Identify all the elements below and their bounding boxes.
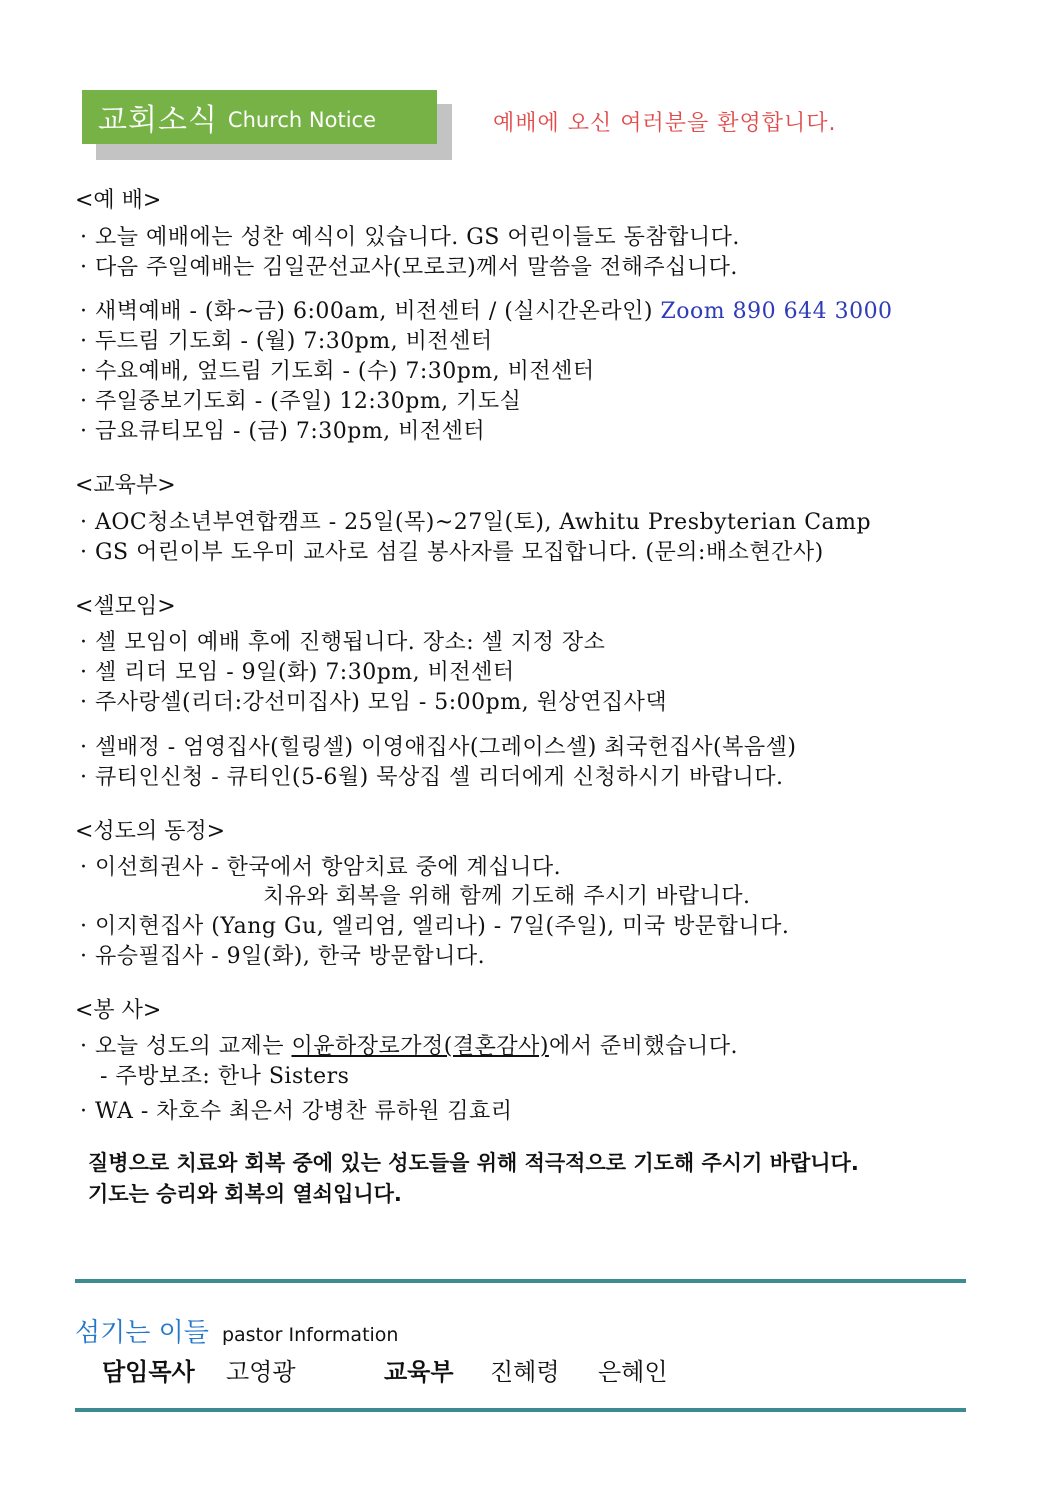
- cell-line-4: · 셀배정 - 엄영집사(힐링셀) 이영애집사(그레이스셀) 최국헌집사(복음셀): [80, 735, 797, 760]
- prayer-note-2: 기도는 승리와 회복의 열쇠입니다.: [88, 1182, 402, 1206]
- education-role: 교육부: [384, 1358, 454, 1386]
- service-line-1: [80, 1029, 738, 1060]
- zoom-id: Zoom 890 644 3000: [660, 299, 893, 324]
- dawn-service-text: · 새벽예배 - (화~금) 6:00am, 비전센터 / (실시간온라인): [80, 299, 661, 324]
- education-heading: <교육부>: [75, 473, 176, 498]
- service-line-2: - 주방보조: 한나 Sisters: [100, 1064, 350, 1089]
- pastor-role: 담임목사: [102, 1358, 195, 1386]
- divider-bottom: [75, 1408, 966, 1412]
- header-box: [82, 90, 437, 144]
- education-line-2: · GS 어린이부 도우미 교사로 섬길 봉사자를 모집합니다. (문의:배소현간사): [80, 540, 824, 565]
- pastor-name: 고영광: [226, 1358, 296, 1386]
- members-line-1-cont: 치유와 회복을 위해 함께 기도해 주시기 바랍니다.: [263, 884, 751, 909]
- members-line-3: · 유승필집사 - 9일(화), 한국 방문합니다.: [80, 944, 486, 969]
- education-name-1: 진혜령: [490, 1358, 560, 1386]
- members-line-2: · 이지현집사 (Yang Gu, 엘리엄, 엘리나) - 7일(주일), 미국 방문합니다.: [80, 914, 790, 939]
- staff-title-ko: 섬기는 이들: [75, 1318, 209, 1348]
- schedule-line-2: · 수요예배, 엎드림 기도회 - (수) 7:30pm, 비전센터: [80, 359, 595, 384]
- members-heading: <성도의 동정>: [75, 819, 226, 844]
- welcome-message: 예배에 오신 여러분을 환영합니다.: [493, 111, 837, 136]
- prayer-note-1: 질병으로 치료와 회복 중에 있는 성도들을 위해 적극적으로 기도해 주시기 바랍니다.: [88, 1151, 859, 1175]
- worship-heading: <예 배>: [75, 188, 162, 213]
- schedule-line-1: · 두드림 기도회 - (월) 7:30pm, 비전센터: [80, 329, 493, 354]
- service-line-1-pre: · 오늘 성도의 교제는: [80, 1034, 292, 1059]
- header-title-ko: 교회소식: [98, 103, 218, 138]
- service-line-3: · WA - 차호수 최은서 강병찬 류하원 김효리: [80, 1099, 513, 1124]
- worship-line-2: · 다음 주일예배는 김일꾼선교사(모로코)께서 말씀을 전해주십니다.: [80, 255, 738, 280]
- schedule-line-3: · 주일중보기도회 - (주일) 12:30pm, 기도실: [80, 389, 522, 414]
- staff-title: [75, 1312, 398, 1349]
- service-line-1-post: 에서 준비했습니다.: [548, 1034, 738, 1059]
- cell-line-1: · 셀 모임이 예배 후에 진행됩니다. 장소: 셀 지정 장소: [80, 630, 606, 655]
- cell-line-5: · 큐티인신청 - 큐티인(5-6월) 묵상집 셀 리더에게 신청하시기 바랍니다.: [80, 765, 784, 790]
- service-heading: <봉 사>: [75, 998, 162, 1023]
- schedule-line-4: · 금요큐티모임 - (금) 7:30pm, 비전센터: [80, 419, 486, 444]
- header-title-en: Church Notice: [227, 108, 376, 132]
- education-line-1: · AOC청소년부연합캠프 - 25일(목)~27일(토), Awhitu Presbyterian Camp: [80, 510, 872, 535]
- education-name-2: 은혜인: [598, 1358, 668, 1386]
- divider-top: [75, 1279, 966, 1283]
- dawn-service-line: [80, 294, 893, 325]
- cell-line-3: · 주사랑셀(리더:강선미집사) 모임 - 5:00pm, 원상연집사댁: [80, 690, 668, 715]
- cell-line-2: · 셀 리더 모임 - 9일(화) 7:30pm, 비전센터: [80, 660, 515, 685]
- service-host-family: 이윤하장로가정(결혼감사): [291, 1034, 549, 1059]
- staff-title-en: pastor Information: [221, 1324, 399, 1346]
- members-line-1: · 이선희권사 - 한국에서 항암치료 중에 계십니다.: [80, 855, 562, 880]
- header-banner: [82, 90, 452, 160]
- cell-heading: <셀모임>: [75, 594, 176, 619]
- worship-line-1: · 오늘 예배에는 성찬 예식이 있습니다. GS 어린이들도 동참합니다.: [80, 225, 740, 250]
